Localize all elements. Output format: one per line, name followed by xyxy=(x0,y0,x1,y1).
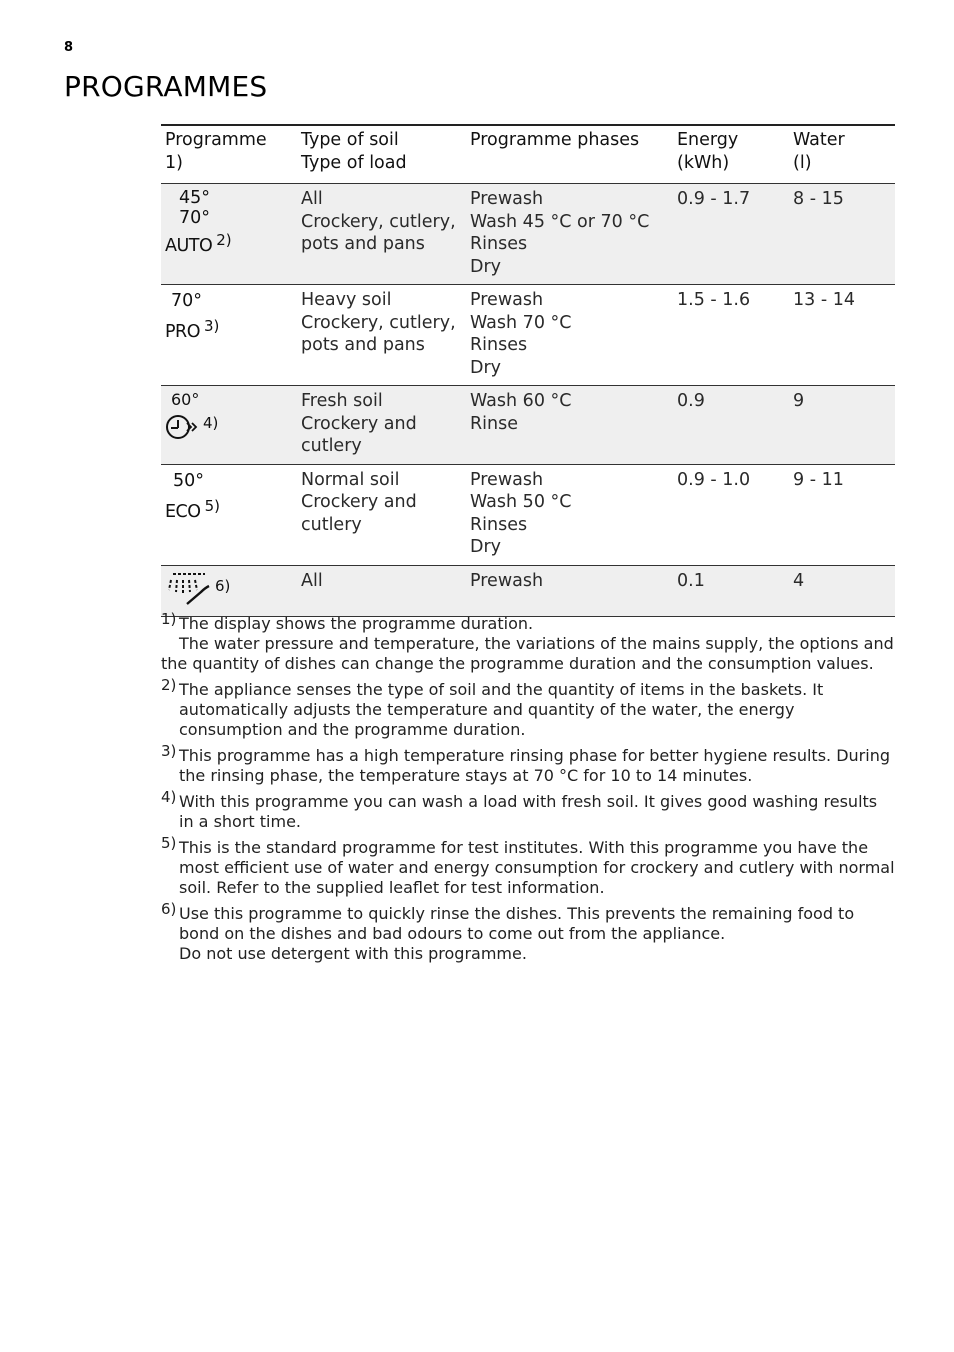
footnote-3: 3) This programme has a high temperature rinsing phase for better hygiene results. During the rinsing phase, the temperature stays at 70 °C for 10 to 14 minutes. xyxy=(161,742,890,785)
programme-symbol-prewash: 6) xyxy=(161,565,297,616)
soil-cell: Normal soil Crockery and cutlery xyxy=(301,469,417,535)
phases-cell: Prewash xyxy=(466,565,673,616)
phases-cell: Prewash Wash 45 °C or 70 °C Rinses Dry xyxy=(466,184,673,285)
programme-symbol-auto: 45° 70° AUTO 2) xyxy=(161,184,297,285)
programmes-table xyxy=(161,124,895,617)
programme-symbol-pro: 70° PRO 3) xyxy=(165,291,220,342)
water-cell: 9 xyxy=(789,386,895,465)
table-row xyxy=(161,285,895,386)
soil-cell: Fresh soil Crockery and cutlery xyxy=(297,386,466,465)
header-energy: Energy (kWh) xyxy=(673,125,789,184)
footnote-5: 5) This is the standard programme for test institutes. With this programme you have the most efficient use of water and energy consumption for crockery and cutlery with normal soil. Refer to the supplied leaflet for test information. xyxy=(161,834,895,897)
table-row xyxy=(161,184,895,285)
footnotes xyxy=(161,610,896,970)
phases-cell: Wash 60 °C Rinse xyxy=(466,386,673,465)
table-row xyxy=(161,565,895,616)
footnote-6: 6) Use this programme to quickly rinse the dishes. This prevents the remaining food to bond on the dishes and bad odours to come out from the appliance. Do not use detergent with this programme. xyxy=(161,900,855,963)
footnote-1: 1) The display shows the programme duration. The water pressure and temperature, the variations of the mains supply, the options and the quantity of dishes can change the programme duration and the consumption values. xyxy=(161,610,894,673)
soil-cell: Heavy soil Crockery, cutlery, pots and pans xyxy=(301,290,456,355)
soil-cell: All Crockery, cutlery, pots and pans xyxy=(297,184,466,285)
water-cell: 8 - 15 xyxy=(789,184,895,285)
table-header-row xyxy=(161,125,895,184)
page-title: PROGRAMMES xyxy=(64,70,268,103)
energy-cell: 0.9 - 1.0 xyxy=(677,469,751,490)
header-soil: Type of soil Type of load xyxy=(297,125,466,184)
footnote-4: 4) With this programme you can wash a load with fresh soil. It gives good washing results in a short time. xyxy=(161,788,878,831)
header-phases: Programme phases xyxy=(466,125,673,184)
phases-cell: Prewash Wash 70 °C Rinses Dry xyxy=(470,290,572,378)
soil-cell: All xyxy=(297,565,466,616)
energy-cell: 1.5 - 1.6 xyxy=(677,290,751,310)
energy-cell: 0.1 xyxy=(673,565,789,616)
programme-symbol-eco: 50° ECO 5) xyxy=(165,470,220,522)
quick-clock-icon xyxy=(165,414,201,440)
page-number: 8 xyxy=(64,40,74,55)
programme-symbol-quick: 60° 4) xyxy=(161,386,297,465)
footnote-2: 2) The appliance senses the type of soil and the quantity of items in the baskets. It automatically adjusts the temperature and quantity of the water, the energy consumption and the programme duration. xyxy=(161,676,824,739)
energy-cell: 0.9 - 1.7 xyxy=(673,184,789,285)
energy-cell: 0.9 xyxy=(673,386,789,465)
water-cell: 4 xyxy=(789,565,895,616)
prewash-shower-icon xyxy=(165,570,213,606)
header-water: Water (l) xyxy=(789,125,895,184)
header-programme: Programme 1) xyxy=(161,125,297,184)
water-cell: 9 - 11 xyxy=(793,469,844,490)
table-row xyxy=(161,464,895,565)
table-row xyxy=(161,386,895,465)
phases-cell: Prewash Wash 50 °C Rinses Dry xyxy=(470,469,572,557)
water-cell: 13 - 14 xyxy=(793,290,855,310)
